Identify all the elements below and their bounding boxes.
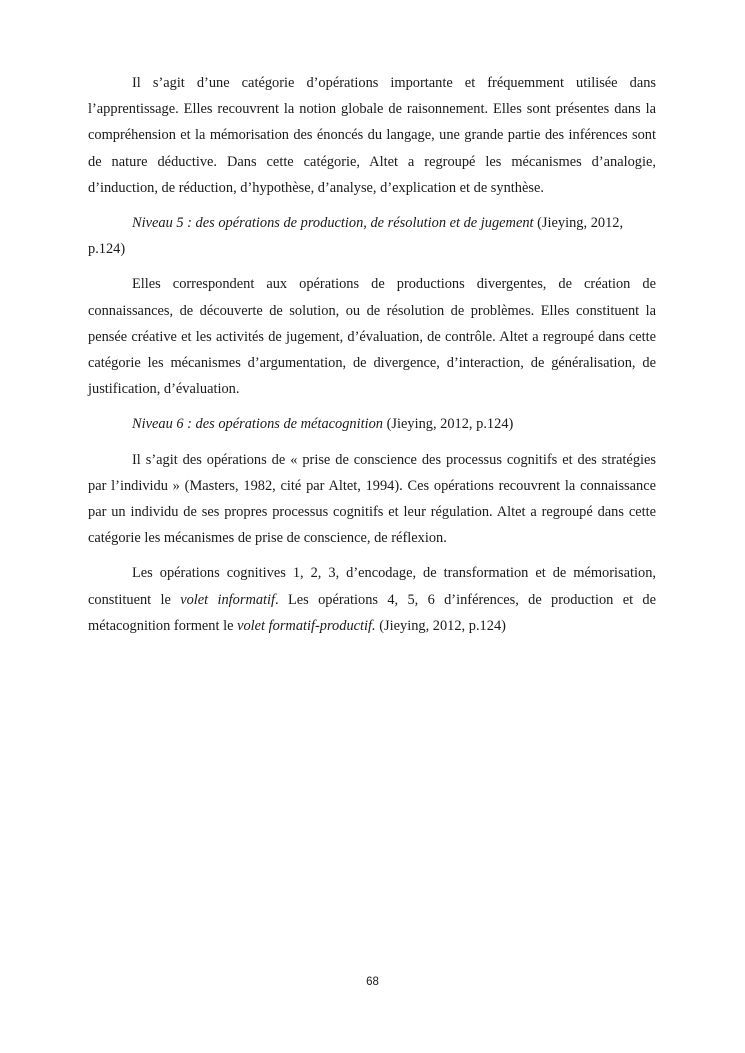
- summary-citation: (Jieying, 2012, p.124): [375, 617, 506, 634]
- summary-volet-formatif-productif: volet formatif-productif.: [237, 617, 376, 634]
- heading-level-6: [88, 411, 656, 437]
- document-page: [88, 70, 656, 639]
- paragraph-metacognition-operations: Il s’agit des opérations de « prise de conscience des processus cognitifs et des stratégies par l’individu » (Masters, 1982, cité par Altet, 1994). Ces opérations recouvrent la connaissance par un individu de ses propres processus cognitifs et leur régulation. Altet a regroupé dans cette catégorie les mécanismes de prise de conscience, de réflexion.: [88, 451, 656, 547]
- heading-level-5-citation: (Jieying, 2012, p.124): [88, 215, 624, 258]
- page-number: 68: [366, 976, 379, 988]
- heading-level-6-title: Niveau 6 : des opérations de métacognition: [132, 416, 383, 433]
- paragraph-reasoning-operations: Il s’agit d’une catégorie d’opérations importante et fréquemment utilisée dans l’apprentissage. Elles recouvrent la notion globale de raisonnement. Elles sont présentes dans la compréhension et la mémorisation des énoncés du langage, une grande partie des inférences sont de nature déductive. Dans cette catégorie, Altet a regroupé les mécanismes d’analogie, d’induction, de réduction, d’hypothèse, d’analyse, d’explication et de synthèse.: [88, 75, 656, 196]
- summary-volet-informatif: volet informatif: [180, 591, 276, 608]
- heading-level-6-citation: (Jieying, 2012, p.124): [383, 416, 514, 433]
- heading-level-5-title: Niveau 5 : des opérations de production, de résolution et de jugement: [132, 215, 534, 232]
- summary-text-2: . Les opérations 4, 5, 6 d’inférences, de production et de métacognition forment le: [88, 591, 656, 634]
- heading-level-5: [88, 210, 656, 262]
- paragraph-production-operations: Elles correspondent aux opérations de productions divergentes, de création de connaissances, de découverte de solution, ou de résolution de problèmes. Elles constituent la pensée créative et les activités de jugement, d’évaluation, de contrôle. Altet a regroupé dans cette catégorie les mécanismes d’argumentation, de divergence, d’interaction, de généralisation, de justification, d’évaluation.: [88, 276, 656, 398]
- paragraph-summary: [88, 560, 656, 639]
- summary-text-1: Les opérations cognitives 1, 2, 3, d’encodage, de transformation et de mémorisation, constituent le: [88, 565, 656, 608]
